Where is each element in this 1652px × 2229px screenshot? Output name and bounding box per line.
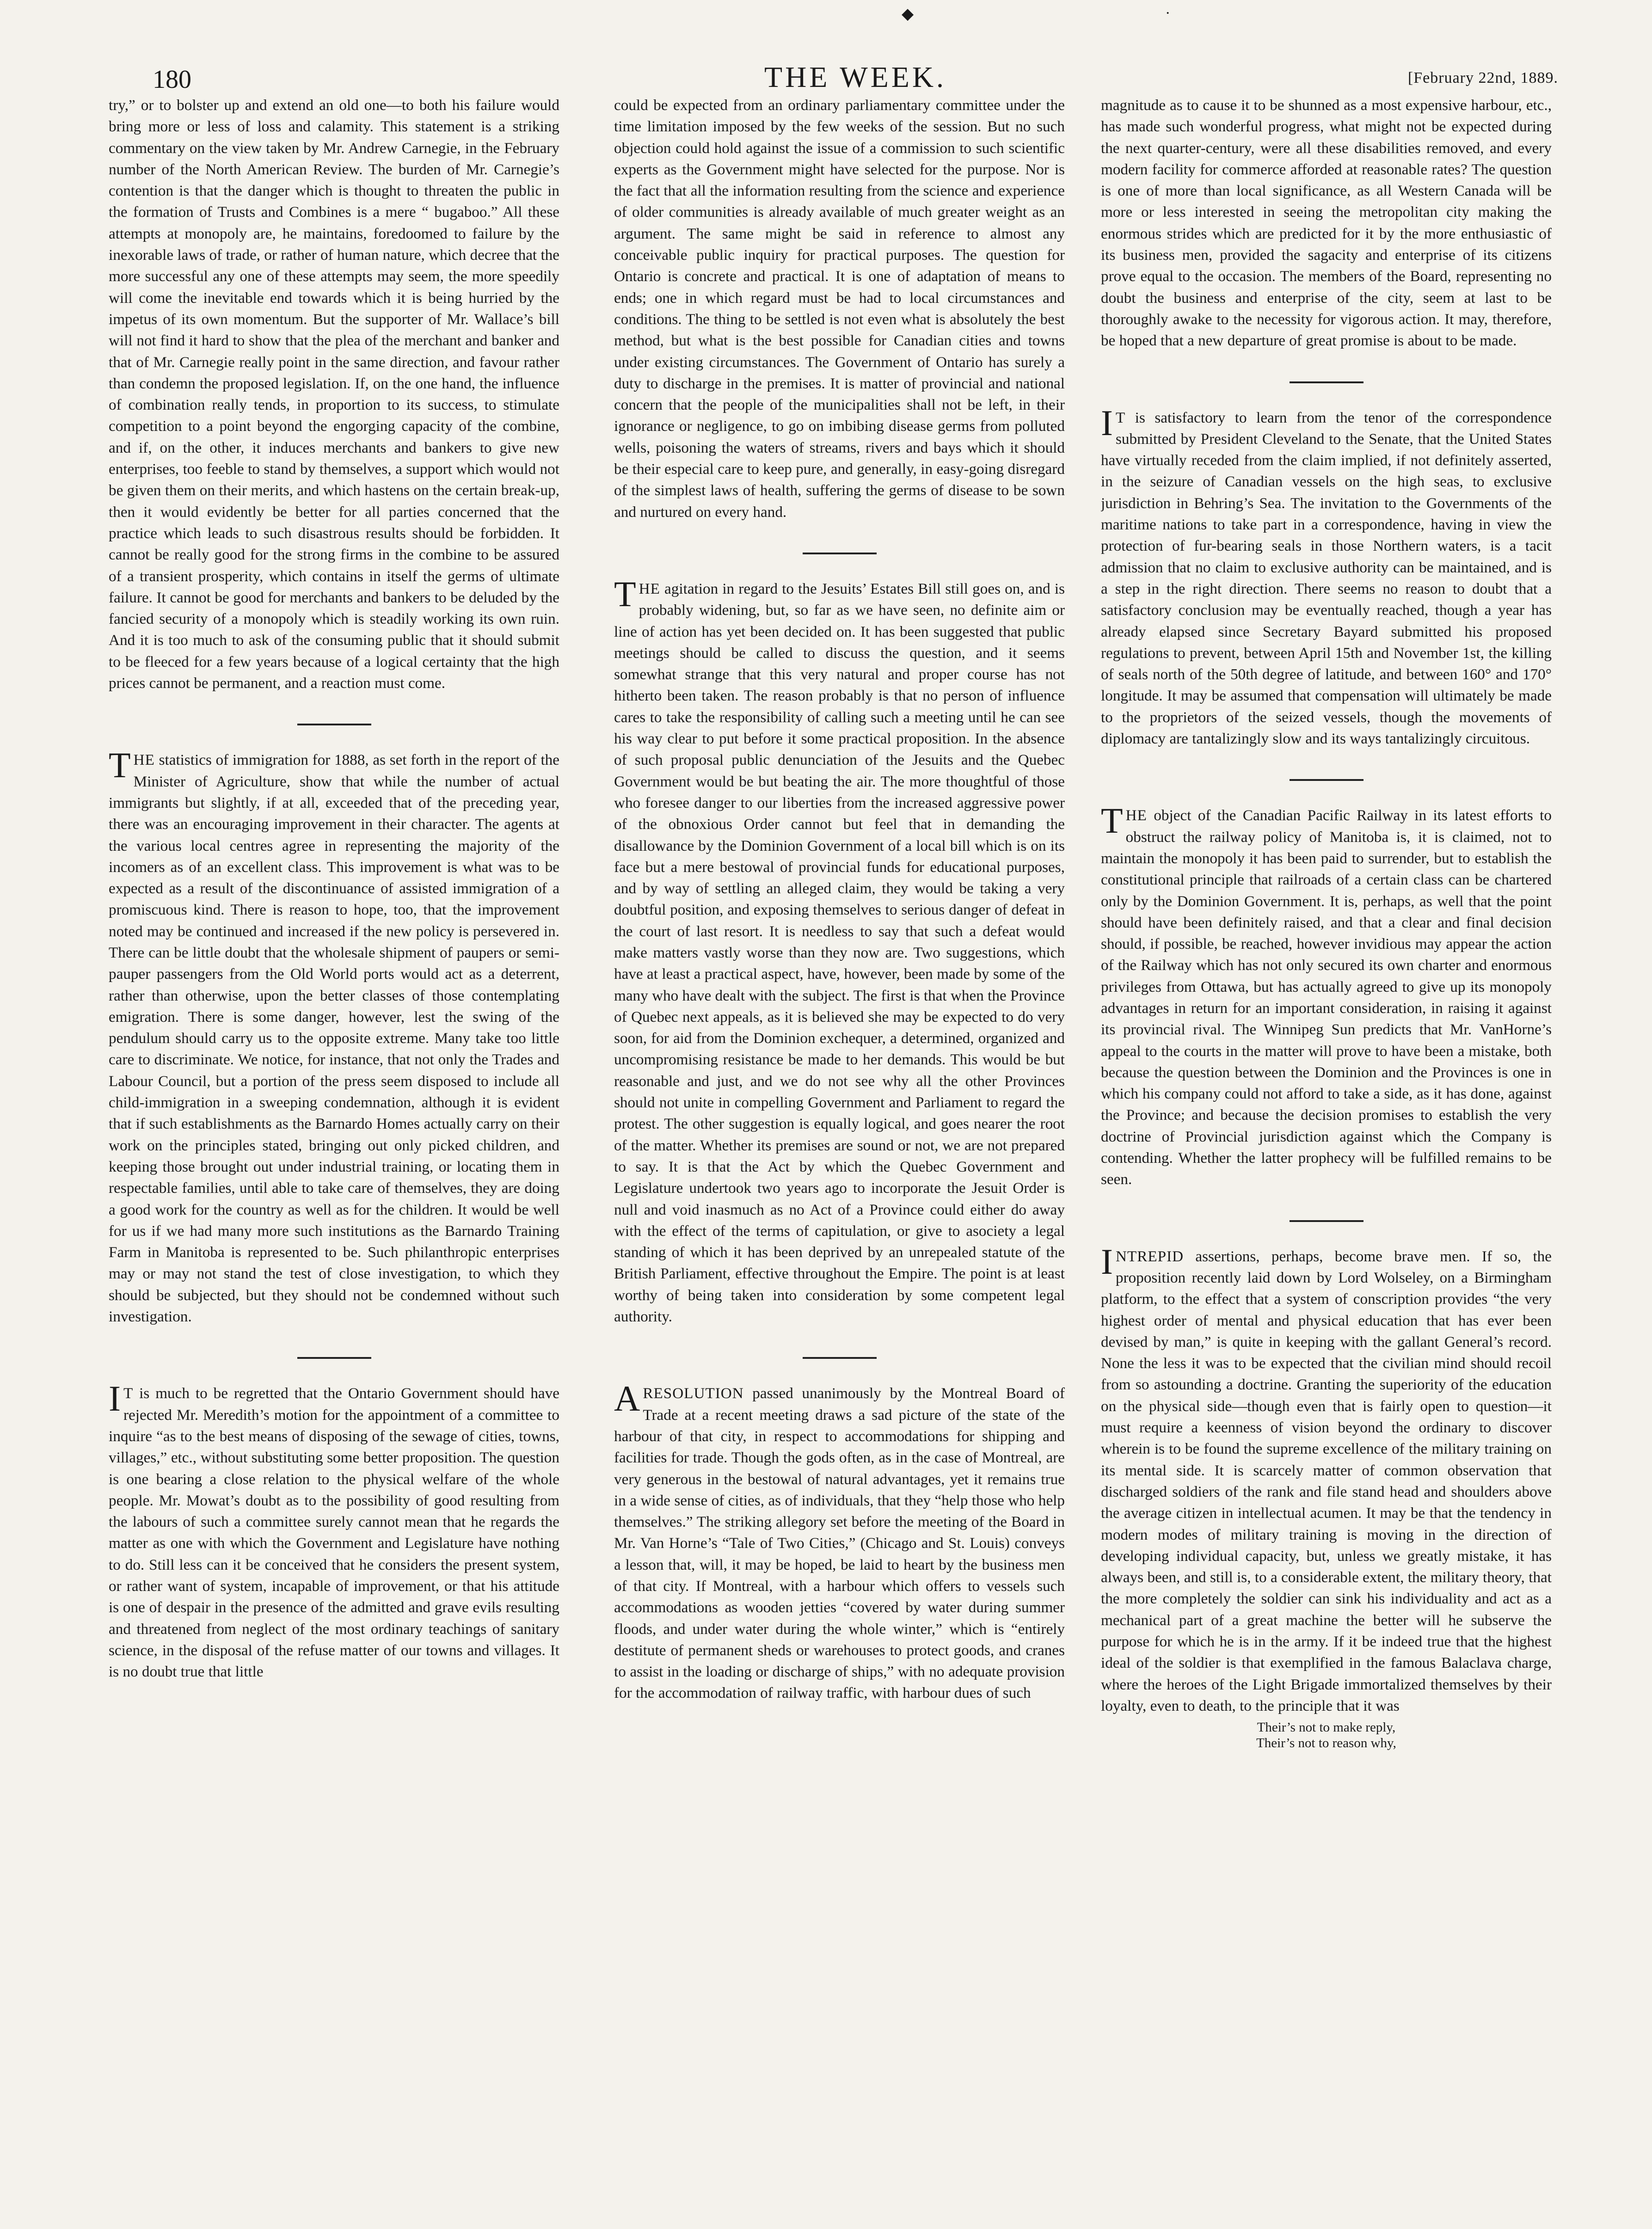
column-1 xyxy=(109,95,559,2203)
lead-in: T xyxy=(123,1385,134,1402)
section-divider xyxy=(297,1357,371,1359)
drop-cap: I xyxy=(109,1378,121,1419)
drop-cap: I xyxy=(1101,402,1113,443)
article-conscription xyxy=(1101,1241,1552,1717)
verse-line: Their’s not to make reply, xyxy=(1257,1720,1396,1735)
article-montreal-harbour xyxy=(614,1378,1065,1704)
article-sewage-continued: could be expected from an ordinary parliamentary committee under the time limitation imposed by the few weeks of the session. But no such objection could hold against the issue of a commission to such scientific experts as the Government might have selected for the purpose. Nor is the fact that all the information resulting from the science and experience of older communities is already available of much greater weight as an argument. The same might be said in reference to almost any conceivable public inquiry for practical purposes. The question for Ontario is concrete and practical. It is one of adaptation of means to ends; one in which regard must be had to local circumstances and conditions. The thing to be settled is not even what is absolutely the best method, but what is the best possible for Canadian cities and towns under existing circumstances. The Government of Ontario has surely a duty to discharge in the premises. It is matter of provincial and national concern that the people of the municipalities shall not be left, in their ignorance or negligence, to go on imbibing disease germs from polluted wells, poisoning the waters of streams, rivers and bays which it should be their especial care to keep pure, and generally, in easy-going disregard of the simplest laws of health, suffering the germs of disease to be sown and nurtured on every hand. xyxy=(614,97,1065,521)
margin-mark: ◆ xyxy=(902,6,914,23)
lead-in: RESOLUTION xyxy=(643,1385,744,1402)
page-number: 180 xyxy=(153,65,191,94)
drop-cap: I xyxy=(1101,1241,1113,1282)
column-3 xyxy=(1101,95,1552,2203)
article-body: statistics of immigration for 1888, as set forth in the report of the Minister of Agriculture, show that while the number of actual immigrants but slightly, if at all, exceeded that of the preceding year, there was an encouraging improvement in their character. The agents at the various local centres agree in representing the majority of the incomers as of an excellent class. This improvement is what was to be expected as a result of the discontinuance of assisted immigration of a promiscuous kind. There is reason to hope, too, that the improvement noted may be continued and increased if the new policy is persevered in. There can be little doubt that the wholesale shipment of paupers or semi-pauper passengers from the Old World ports would act as a deterrent, rather than otherwise, upon the better classes of those contemplating emigration. There is some danger, however, lest the swing of the pendulum should carry us to the opposite extreme. Many take too little care to discriminate. We notice, for instance, that not only the Trades and Labour Council, but a portion of the press seem disposed to include all child-immigration in a sweeping condemnation, although it is evident that if such establishments as the Barnardo Homes actually carry on their work on the principles stated, bringing out only picked children, and keeping those brought out under industrial training, or locating them in respectable families, until able to take care of themselves, they are doing a good work for the country as well as for the children. It would be well for us if we had many more such institutions as the Barnardo Training Farm in Manitoba is represented to be. Such philanthropic enterprises may or may not stand the test of close investigation, to which they should be subjected, but they should not be condemned without such investigation. xyxy=(109,751,559,1326)
article-body: agitation in regard to the Jesuits’ Estates Bill still goes on, and is probably widening, but, so far as we have seen, no definite aim or line of action has yet been decided on. It has been suggested that public meetings should be called to discuss the question, and it seems somewhat strange that this very natural and proper course has not hitherto been taken. The reason probably is that no person of influence cares to take the responsibility of calling such a meeting until he can see his way clear to put before it some practical proposition. In the absence of such proposal public denunciation of the Jesuits and the Quebec Government would be but beating the air. The more thoughtful of those who foresee danger to our liberties from the increased aggressive power of the obnoxious Order cannot but feel that in demanding the disallowance by the Dominion Government of a local bill which is on its face but a mere bestowal of provincial funds for educational purposes, and by way of settling an alleged claim, they would be taking a very doubtful position, and exposing themselves to serious danger of defeat in the court of last resort. It is needless to say that such a defeat would make matters vastly worse than they now are. Two suggestions, which have at least a practical aspect, have, however, been made by some of the many who have dealt with the subject. The first is that when the Province of Quebec next appeals, as it is believed she may be expected to do very soon, for aid from the Dominion exchequer, a determined, organized and uncompromising resistance be made to her demands. This would be but reasonable and just, and we do not see why all the other Provinces should not unite in compelling Government and Parliament to regard the protest. The other suggestion is equally logical, and goes nearer the root of the matter. Whether its premises are sound or not, we are not prepared to say. It is that the Act by which the Quebec Government and Legislature undertook two years ago to incorporate the Jesuit Order is null and void inasmuch as no Act of a Province could either do away with the effect of the terms of capitulation, or give to asociety a legal standing of which it has been deprived by an unrepealed statute of the British Parliament, effective throughout the Empire. The point is at least worthy of being taken into consideration by some competent legal authority. xyxy=(614,580,1065,1326)
article-body: assertions, perhaps, become brave men. If so, the proposition recently laid down by Lord Wolseley, on a Birmingham platform, to the effect that a system of conscription provides “the very highest order of mental and physical education that has ever been devised by man,” is quite in keeping with the gallant General’s record. None the less it was to be expected that the civilian mind should recoil from so astounding a doctrine. Granting the superiority of the education on the physical side—though even that is fairly open to question—it must require a keenness of vision beyond the ordinary to discover wherein is to be found the supreme excellence of the military training on its mental side. It is scarcely matter of common observation that discharged soldiers of the rank and file stand head and shoulders above the average citizen in intellectual acumen. It may be that the tendency in modern modes of military training is moving in the direction of developing individual capacity, but, unless we greatly mistake, it has always been, and still is, to a considerable extent, the military theory, that the more completely the soldier can sink his individuality and act as a mechanical part of a great machine the better will he subserve the purpose for which he is in the army. If it be indeed true that the highest ideal of the soldier is that exemplified in the famous Balaclava charge, where the heroes of the Light Brigade immortalized themselves by their loyalty, even to death, to the principle that it was xyxy=(1101,1247,1552,1714)
section-divider xyxy=(803,553,877,554)
column-2 xyxy=(614,95,1065,2203)
lead-in: HE xyxy=(133,751,155,769)
section-divider xyxy=(803,1357,877,1359)
article-body: passed unanimously by the Montreal Board of Trade at a recent meeting draws a sad picture of the state of the harbour of that city, in respect to accommodations for shipping and facilities for trade. Though the gods often, as in the case of Montreal, are very generous in the bestowal of natural advantages, yet it remains true in a wide sense of cities, as of individuals, that they “help those who help themselves.” The striking allegory set before the meeting of the Board in Mr. Van Horne’s “Tale of Two Cities,” (Chicago and St. Louis) conveys a lesson that, will, it may be hoped, be laid to heart by the business men of that city. If Montreal, with a harbour which offers to vessels such accommodations as wooden jetties “covered by water during summer floods, and under water during the whole winter,” which is “entirely destitute of permanent sheds or warehouses to protect goods, and cranes to assist in the loading or discharge of ships,” with no adequate provision for the accommodation of railway traffic, with harbour dues of such xyxy=(614,1385,1065,1702)
article-immigration xyxy=(109,745,559,1327)
verse-line: Their’s not to reason why, xyxy=(1256,1736,1396,1751)
article-cpr-manitoba xyxy=(1101,800,1552,1190)
article-montreal-continued: magnitude as to cause it to be shunned as a most expensive harbour, etc., has made such wonderful progress, what might not be expected during the next quarter-century, were all these disabilities removed, and every modern facility for commerce afforded at reasonable rates? The question is one of more than local significance, as all Western Canada will be more or less interested in seeing the metropolitan city making the enormous strides which are predicted for it by the more enthusiastic of its business men, provided the sagacity and enterprise of its citizens prove equal to the occasion. The members of the Board, representing no doubt the business and enterprise of the city, seem at last to be thoroughly awake to the necessity for vigorous action. It may, therefore, be hoped that a new departure of great promise is about to be made. xyxy=(1101,97,1552,350)
article-body: is satisfactory to learn from the tenor of the correspondence submitted by President Cleveland to the Senate, that the United States have virtually receded from the claim implied, if not definitely asserted, in the seizure of Canadian vessels on the high seas, to exclusive jurisdiction in Behring’s Sea. The invitation to the Governments of the maritime nations to take part in a correspondence, having in view the protection of fur-bearing seals in those Northern waters, is a tacit admission that no claim to exclusive authority can be maintained, and is a step in the right direction. There seems no reason to doubt that a satisfactory conclusion may be eventually reached, though a year has already elapsed since Secretary Bayard submitted his proposed regulations to prevent, between April 15th and November 1st, the killing of seals north of the 50th degree of latitude, and between 160° and 170° longitude. It may be assumed that compensation will ultimately be made to the proprietors of the seized vessels, though the movements of diplomacy are tantalizingly slow and its ways tantalizingly circuitous. xyxy=(1101,409,1552,748)
margin-dot: · xyxy=(1165,5,1171,22)
article-trusts-continued: try,” or to bolster up and extend an old one—to both his failure would bring more or less of loss and calamity. This statement is a striking commentary on the view taken by Mr. Andrew Carnegie, in the February number of the North American Review. The burden of Mr. Carnegie’s contention is that the danger which is thought to threaten the public in the formation of Trusts and Combines is a mere “ bugaboo.” All these attempts at monopoly are, he maintains, foredoomed to failure by the inexorable laws of trade, or rather of human nature, which decree that the more successful any one of these attempts may seem, the more speedily will come the inevitable end towards which it is being hurried by the impetus of its own momentum. But the supporter of Mr. Wallace’s bill will not find it hard to show that the plea of the merchant and banker and that of Mr. Carnegie really point in the same direction, and favour rather than condemn the proposed legislation. If, on the one hand, the influence of combination really tends, in proportion to its success, to stimulate competition to a point beyond the engorging capacity of the combine, and if, on the other, it induces merchants and bankers to give new enterprises, too feeble to stand by themselves, a support which would not be given them on their merits, and which hastens on the certain break-up, then it would evidently be better for all parties concerned that the practice which leads to such disastrous results should be forbidden. It cannot be really good for the strong firms in the combine to be assured of a transient prosperity, which contains in itself the germs of ultimate failure. It cannot be good for merchants and bankers to be deluded by the fancied security of a monopoly which is steadily working its own ruin. And it is too much to ask of the consuming public that it should submit to be fleeced for a few years because of a logical certainty that the high prices cannot be permanent, and a reaction must come. xyxy=(109,97,559,692)
section-divider xyxy=(1290,381,1363,383)
drop-cap: T xyxy=(614,573,636,614)
article-body: object of the Canadian Pacific Railway in its latest efforts to obstruct the railway policy of Manitoba is, it is claimed, not to maintain the monopoly it has been paid to surrender, but to establish the constitutional principle that railroads of a certain class can be chartered only by the Dominion Government. It is, perhaps, as well that the point should have been definitely raised, and that a clear and final decision should, if possible, be reached, however invidious may appear the action of the Railway which has not only secured its own charter and enormous privileges from Ottawa, but has actually agreed to give up its monopoly advantages in return for an important consideration, in raising it against its provincial rival. The Winnipeg Sun predicts that Mr. VanHorne’s appeal to the courts in the matter will prove to have been a mistake, both because the question between the Dominion and the Provinces is one in which his company could not afford to take a side, as it has done, against the Province; and because the decision promises to establish the very doctrine of Provincial jurisdiction against which the Company is contending. Whether the latter prophecy will be fulfilled remains to be seen. xyxy=(1101,807,1552,1188)
section-divider xyxy=(297,724,371,725)
issue-date: [February 22nd, 1889. xyxy=(1407,69,1558,86)
lead-in: NTREPID xyxy=(1115,1247,1184,1265)
drop-cap: T xyxy=(1101,800,1123,841)
section-divider xyxy=(1290,779,1363,781)
article-jesuits-estates xyxy=(614,573,1065,1327)
drop-cap: T xyxy=(109,745,131,786)
section-divider xyxy=(1290,1220,1363,1222)
article-body: is much to be regretted that the Ontario Government should have rejected Mr. Meredith’s motion for the appointment of a committee to inquire “as to the best means of disposing of the sewage of cities, towns, villages,” etc., without substituting some better proposition. The question is one bearing a close relation to the physical welfare of the whole people. Mr. Mowat’s doubt as to the possibility of good resulting from the labours of such a committee surely cannot mean that he regards the matter as one with which the Government and Legislature have nothing to do. Still less can it be conceived that he considers the present system, or rather want of system, incapable of improvement, or that his attitude is one of despair in the presence of the admitted and grave evils resulting and threatened from neglect of the most ordinary teachings of sanitary science, in the disposal of the refuse matter of our towns and villages. It is no doubt true that little xyxy=(109,1385,559,1681)
verse-quote xyxy=(1101,1719,1552,1751)
lead-in: T xyxy=(1115,409,1126,426)
lead-in: HE xyxy=(1125,807,1147,824)
article-sewage xyxy=(109,1378,559,1682)
lead-in: HE xyxy=(639,580,660,597)
drop-cap: A xyxy=(614,1378,640,1419)
article-behring-sea xyxy=(1101,402,1552,750)
publication-title: THE WEEK. xyxy=(764,61,947,93)
